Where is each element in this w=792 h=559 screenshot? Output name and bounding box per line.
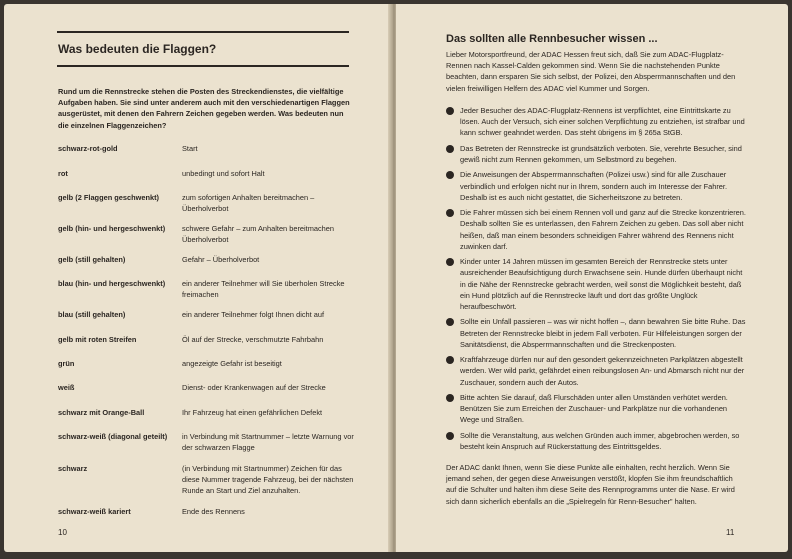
bullet-dot-icon — [446, 209, 454, 217]
flag-meaning: Ihr Fahrzeug hat einen gefährlichen Defekt — [182, 408, 323, 417]
list-item — [446, 354, 746, 388]
rules-list — [446, 105, 746, 456]
flag-name: gelb mit roten Streifen — [58, 335, 137, 344]
flag-meaning: Dienst- oder Krankenwagen auf der Strecke — [182, 383, 326, 392]
flag-meaning: ein anderer Teilnehmer will Sie überholen Strecke freimachen — [182, 279, 345, 300]
flag-meaning: schwere Gefahr – zum Anhalten bereitmachen Überholverbot — [182, 224, 335, 245]
left-page-title: Was bedeuten die Flaggen? — [58, 42, 217, 56]
list-item — [446, 105, 746, 139]
right-page-outro: Der ADAC dankt Ihnen, wenn Sie diese Punkte alle einhalten, recht herzlich. Wenn Sie jemand sehen, der gegen diese Anweisungen verstößt, klopfen Sie ihm freundschaftlich auf die Schulter und halten ihm diese Seite des Rennprogramms unter die Nase. Er wird sich dann sicherlich ebenfalls an die „Spielregeln für Renn-Besucher" halten. — [446, 463, 735, 506]
flag-name: gelb (hin- und hergeschwenkt) — [58, 224, 166, 233]
flag-meaning: Start — [182, 144, 198, 153]
list-item-text: Jeder Besucher des ADAC-Flugplatz-Rennens ist verpflichtet, eine Eintrittskarte zu lösen. Auch der Versuch, sich einer solchen Verpflichtung zu entziehen, ist strafbar und kann schwer geahndet werden. Das steht übrigens im § 265a StGB. — [460, 106, 745, 138]
flag-name: schwarz-weiß kariert — [58, 507, 131, 516]
flag-name: gelb (2 Flaggen geschwenkt) — [58, 193, 160, 202]
right-page-title: Das sollten alle Rennbesucher wissen ... — [446, 33, 658, 45]
right-page-intro: Lieber Motorsportfreund, der ADAC Hessen freut sich, daß Sie zum ADAC-Flugplatz-Rennen nach Kassel-Calden gekommen sind. Wenn Sie die nachstehenden Punkte beachten, dann ersparen Sie sich selbst, der Polizei, den Absperrmannschaften und den vielen freiwilligen Helfern des ADAC viel Kummer und Sorgen. — [446, 50, 736, 93]
list-item-text: Das Betreten der Rennstrecke ist grundsätzlich verboten. Sie, verehrte Besucher, sind gewiß nicht zum Rennen gekommen, um Selbstmord zu begehen. — [460, 143, 742, 164]
list-item — [446, 430, 746, 452]
list-item-text: Die Anweisungen der Absperrmannschaften (Polizei usw.) sind für alle Zuschauer verbindlich und erfolgen nicht nur in Ihrem, sondern auch im Interesse der Fahrer. Deshalb ist es auch nicht gestattet, die Sicherheitszone zu betreten. — [460, 170, 728, 202]
flag-name: blau (still gehalten) — [58, 310, 126, 319]
flag-name: schwarz-rot-gold — [58, 144, 118, 153]
bullet-dot-icon — [446, 356, 454, 364]
flag-meaning: unbedingt und sofort Halt — [182, 169, 265, 178]
left-page-intro: Rund um die Rennstrecke stehen die Posten des Streckendienstes, die vielfältige Aufgaben haben. Sie sind unter anderem auch mit den verschiedenartigen Flaggen ausgerüstet, mit denen den Fahrern Zeichen gegeben werden. Was bedeuten nun die einzelnen Flaggenzeichen? — [58, 87, 350, 130]
page-number-left: 10 — [58, 528, 67, 537]
bullet-dot-icon — [446, 318, 454, 326]
bullet-dot-icon — [446, 432, 454, 440]
list-item — [446, 316, 746, 350]
bullet-dot-icon — [446, 258, 454, 266]
flag-meaning: zum sofortigen Anhalten bereitmachen – Überholverbot — [182, 193, 315, 214]
top-rule — [57, 31, 349, 33]
flag-meaning: (in Verbindung mit Startnummer) Zeichen für das diese Nummer tragende Fahrzeug, bei der nächsten Runde an Start und Ziel anzuhalten. — [182, 464, 354, 496]
flag-meaning: angezeigte Gefahr ist beseitigt — [182, 359, 282, 368]
flag-name: gelb (still gehalten) — [58, 255, 126, 264]
list-item — [446, 169, 746, 203]
flag-name: rot — [58, 169, 68, 178]
list-item-text: Sollte ein Unfall passieren – was wir nicht hoffen –, dann bewahren Sie bitte Ruhe. Das Betreten der Rennstrecke bleibt in jedem Fall verboten. Für Hilfeleistungen sorgen der Sanitätsdienst, die Absperrmannschaften und die Streckenposten. — [460, 317, 746, 349]
flag-name: blau (hin- und hergeschwenkt) — [58, 279, 166, 288]
right-page — [396, 4, 788, 552]
flag-meaning: Ende des Rennens — [182, 507, 245, 516]
flag-name: grün — [58, 359, 75, 368]
flag-meaning: ein anderer Teilnehmer folgt Ihnen dicht auf — [182, 310, 325, 319]
bullet-dot-icon — [446, 171, 454, 179]
flag-name: weiß — [58, 383, 75, 392]
list-item-text: Kinder unter 14 Jahren müssen im gesamten Bereich der Rennstrecke stets unter ausreichender Beaufsichtigung durch Erwachsene sein. Hunde dürfen überhaupt nicht in die Nähe der Rennstrecke gebracht werden, weil sonst die Möglichkeit besteht, daß ein Hund plötzlich auf die Rennstrecke läuft und dort das größte Unglück heraufbeschwört. — [460, 257, 743, 311]
list-item — [446, 207, 746, 252]
bullet-dot-icon — [446, 145, 454, 153]
left-page — [4, 4, 392, 552]
title-rule — [57, 65, 349, 67]
list-item-text: Bitte achten Sie darauf, daß Flurschäden unter allen Umständen verhütet werden. Benützen Sie zum Erreichen der Zuschauer- und Parkplätze nur die vorhandenen Wege und Straßen. — [460, 392, 728, 425]
list-item — [446, 392, 746, 426]
bullet-dot-icon — [446, 394, 454, 402]
page-number-right: 11 — [726, 528, 735, 537]
list-item-text: Sollte die Veranstaltung, aus welchen Gründen auch immer, abgebrochen werden, so besteht kein Anspruch auf Rückerstattung des Eintrittsgeldes. — [460, 430, 740, 451]
list-item — [446, 143, 746, 165]
list-item-text: Die Fahrer müssen sich bei einem Rennen voll und ganz auf die Strecke konzentrieren. Deshalb sollten Sie es unterlassen, den Fahrern Zeichen zu geben. Das soll aber nicht heißen, daß man einem besonders schneidigen Fahrer während des Rennens nicht zuwinken darf. — [460, 208, 746, 251]
flag-meaning: Öl auf der Strecke, verschmutzte Fahrbahn — [182, 335, 324, 344]
bullet-dot-icon — [446, 107, 454, 115]
list-item — [446, 256, 746, 312]
flag-meaning: in Verbindung mit Startnummer – letzte Warnung vor der schwarzen Flagge — [182, 432, 354, 453]
flag-meaning: Gefahr – Überholverbot — [182, 255, 260, 264]
list-item-text: Kraftfahrzeuge dürfen nur auf den gesondert gekennzeichneten Parkplätzen abgestellt werden. Wer wild parkt, gefährdet einen reibungslosen An- und Abmarsch nicht nur der Zuschauer, sondern auch der Autos. — [460, 355, 745, 387]
flag-name: schwarz — [58, 464, 88, 473]
flag-name: schwarz mit Orange-Ball — [58, 408, 145, 417]
flag-name: schwarz-weiß (diagonal geteilt) — [58, 432, 168, 441]
